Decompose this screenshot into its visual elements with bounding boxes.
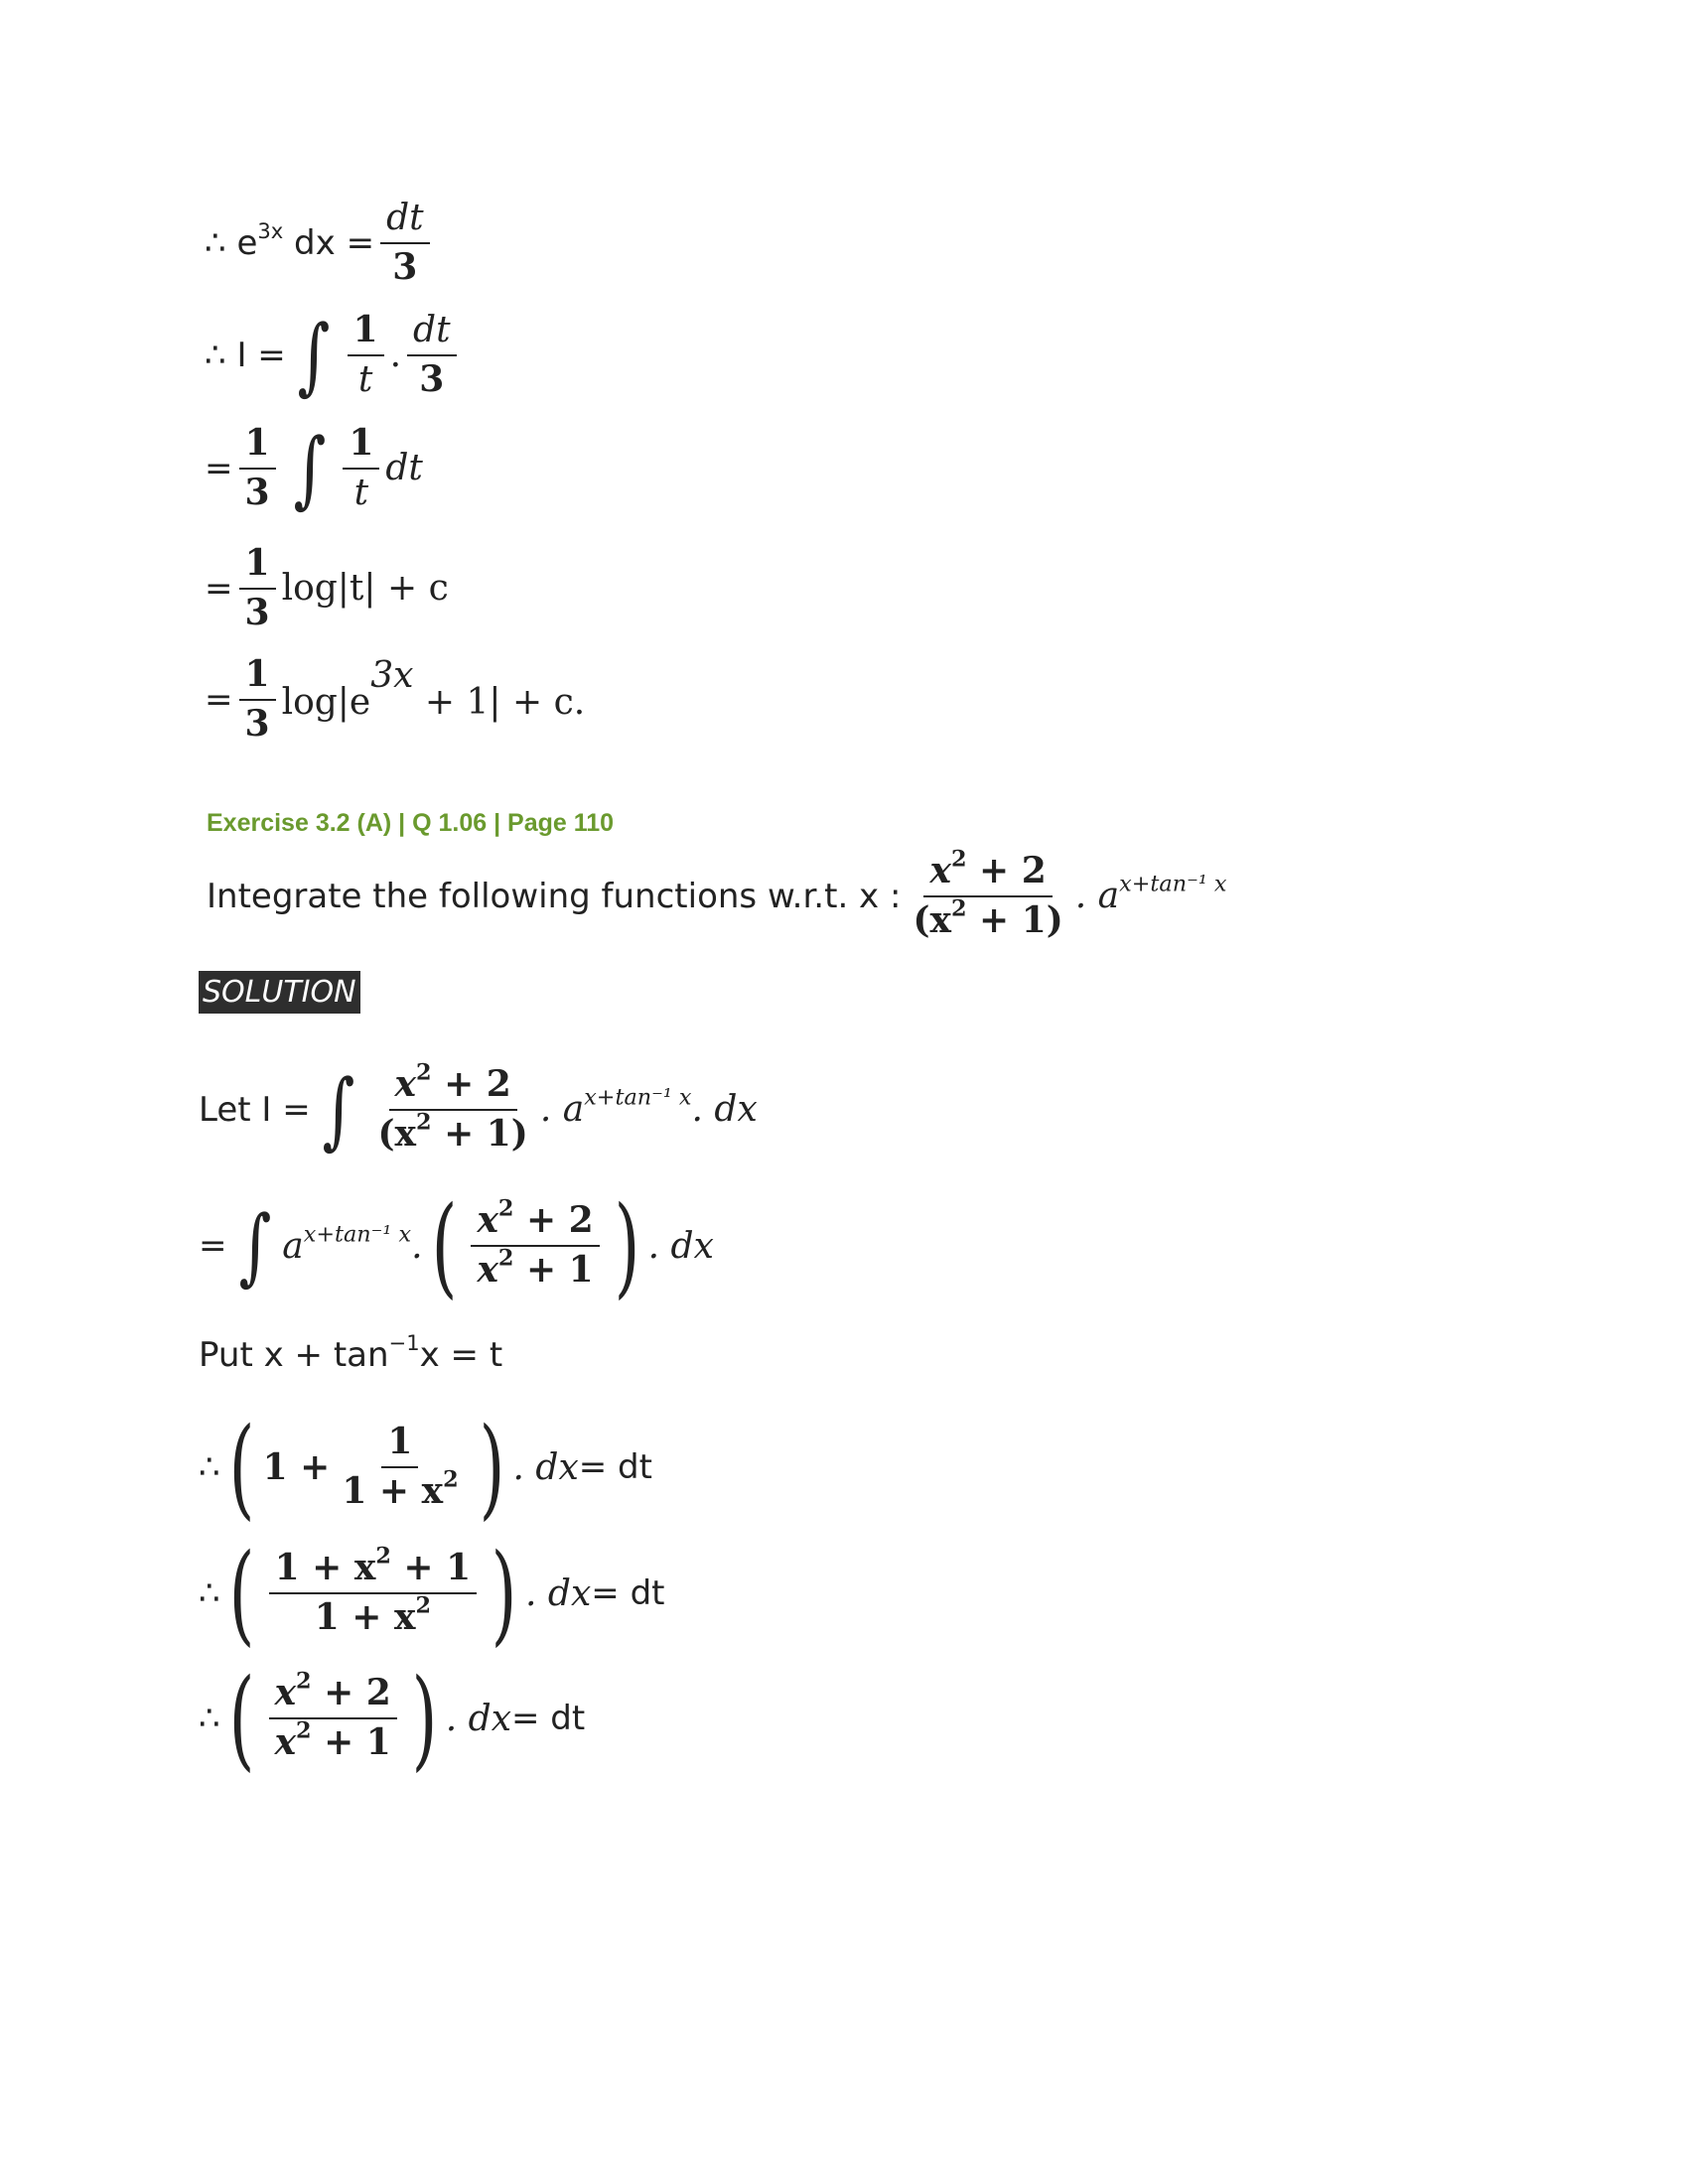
step-line-4 (205, 544, 449, 632)
text: log|t| + c (281, 568, 449, 610)
fraction: $\frac{1}{3}$ (239, 655, 276, 744)
fraction: $\frac{x^2 + 2}{(x^2 + 1)}$ (377, 1059, 528, 1155)
derivative-line-1 (199, 1404, 652, 1531)
text: = (199, 1226, 227, 1266)
derivative-line-3 (199, 1655, 586, 1782)
put-line (199, 1330, 503, 1375)
text: = dt (578, 1447, 652, 1487)
step-line-1 (205, 199, 436, 287)
step-line-3 (205, 419, 423, 517)
fraction: $\frac{1}{3}$ (239, 424, 276, 512)
fraction: $\frac{x^2 + 2}{x^2 + 1}$ (471, 1201, 599, 1290)
fraction: $\frac{1}{1 + x^2}$ (342, 1421, 459, 1512)
text: . dx (512, 1446, 579, 1488)
text: . $a^{x+tan^{-1} x}$. dx (539, 1084, 758, 1131)
text: . dx (647, 1225, 714, 1267)
step-line-5 (205, 655, 585, 744)
left-paren: ( (228, 1404, 254, 1531)
fraction: $\frac{x^2 + 2}{x^2 + 1}$ (269, 1674, 397, 1762)
step-line-6 (199, 1182, 714, 1309)
integral-sign: ∫ (293, 419, 326, 517)
fraction: $\frac{1}{t}$ (348, 311, 384, 399)
derivative-line-2 (199, 1530, 665, 1657)
right-paren: ) (411, 1655, 438, 1782)
fraction: $\frac{1}{t}$ (343, 424, 379, 512)
text: . $a^{x+tan^{-1} x}$ (1074, 871, 1227, 917)
text: ∴ (199, 1447, 220, 1487)
left-paren: ( (228, 1655, 254, 1782)
text: = (205, 679, 233, 720)
text: ∴ (199, 1573, 220, 1613)
fraction: $\frac{dt}{3}$ (407, 311, 457, 399)
question-text: Integrate the following functions w.r.t. x : (207, 876, 902, 916)
text: = dt (591, 1573, 665, 1613)
text: $\log|e^{3x} + 1| + c$. (281, 655, 586, 724)
fraction: $\frac{1}{3}$ (239, 544, 276, 632)
fraction: $\frac{dt}{3}$ (380, 199, 430, 287)
text: 1 + (262, 1446, 331, 1488)
text: . dx (525, 1572, 592, 1614)
step-line-2 (205, 306, 463, 404)
text: Let I = (199, 1089, 311, 1130)
right-paren: ) (479, 1404, 504, 1531)
text: . dx (445, 1698, 511, 1739)
text: ∴ (199, 1699, 220, 1738)
text: ∴ I = (205, 335, 286, 375)
integral-sign: ∫ (237, 1197, 271, 1295)
fraction: $\frac{x^2 + 2}{(x^2 + 1)}$ (913, 846, 1063, 941)
integral-sign: ∫ (322, 1060, 355, 1159)
text: = (205, 448, 233, 488)
left-paren: ( (431, 1182, 457, 1309)
solution-label: SOLUTION (199, 971, 360, 1014)
let-line (199, 1059, 758, 1159)
right-paren: ) (491, 1530, 517, 1657)
question-line (207, 846, 1227, 941)
text: Put $x + \tan^{-1}x = t$ (199, 1330, 503, 1375)
exercise-reference[interactable]: Exercise 3.2 (A) | Q 1.06 | Page 110 (207, 809, 615, 837)
fraction: $\frac{1 + x^2 + 1}{1 + x^2}$ (269, 1549, 478, 1637)
text: = (205, 568, 233, 609)
left-paren: ( (228, 1530, 254, 1657)
text: = dt (511, 1699, 586, 1738)
integral-sign: ∫ (297, 306, 331, 404)
text: dt (385, 448, 423, 489)
dot: . (389, 335, 402, 376)
text: ∴ $e^{3x}$ dx = (205, 217, 375, 263)
text: $a^{x+tan^{-1} x}$. (282, 1220, 423, 1267)
right-paren: ) (614, 1182, 640, 1309)
